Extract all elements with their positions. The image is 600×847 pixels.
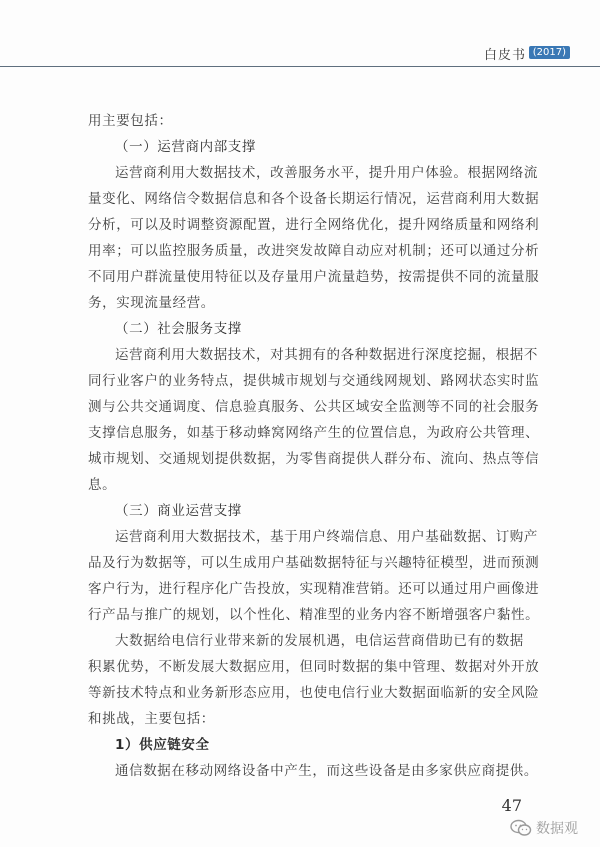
wechat-icon	[510, 819, 532, 837]
text-line: 不同用户群流量使用特征以及存量用户流量趋势，按需提供不同的流量服	[88, 269, 540, 285]
text-line: 息。	[88, 477, 117, 493]
year-badge: (2017)	[529, 46, 570, 59]
text-line: 测与公共交通调度、信息验真服务、公共区域安全监测等不同的社会服务	[88, 399, 540, 415]
text-line: 运营商利用大数据技术，改善服务水平，提升用户体验。根据网络流	[115, 165, 538, 181]
document-header-title: 白皮书	[483, 48, 526, 63]
page-number: 47	[501, 796, 522, 815]
text-line: 务，实现流量经营。	[88, 295, 215, 311]
text-line: 客户行为，进行程序化广告投放，实现精准营销。还可以通过用户画像进	[88, 581, 540, 597]
text-line: 同行业客户的业务特点，提供城市规划与交通线网规划、路网状态实时监	[88, 373, 540, 389]
text-line: 运营商利用大数据技术，基于用户终端信息、用户基础数据、订购产	[115, 529, 538, 545]
section-heading: （三）商业运营支撑	[115, 503, 242, 519]
text-line: 分析，可以及时调整资源配置，进行全网络优化，提升网络质量和网络利	[88, 217, 540, 233]
text-line: 用率；可以监控服务质量，改进突发故障自动应对机制；还可以通过分析	[88, 243, 540, 259]
text-line: 积累优势，不断发展大数据应用，但同时数据的集中管理、数据对外开放	[88, 659, 540, 675]
text-line: 行产品与推广的规划，以个性化、精准型的业务内容不断增强客户黏性。	[88, 607, 540, 623]
text-line: 品及行为数据等，可以生成用户基础数据特征与兴趣特征模型，进而预测	[88, 555, 540, 571]
text-line: 量变化、网络信令数据信息和各个设备长期运行情况，运营商利用大数据	[88, 191, 540, 207]
text-line: 大数据给电信行业带来新的发展机遇，电信运营商借助已有的数据	[115, 633, 524, 649]
subsection-heading: 1）供应链安全	[115, 737, 210, 753]
text-line: 运营商利用大数据技术，对其拥有的各种数据进行深度挖掘，根据不	[115, 347, 538, 363]
text-line: 支撑信息服务，如基于移动蜂窝网络产生的位置信息，为政府公共管理、	[88, 425, 540, 441]
watermark	[510, 818, 578, 838]
document-body	[88, 108, 538, 784]
text-line: 通信数据在移动网络设备中产生，而这些设备是由多家供应商提供。	[115, 763, 538, 779]
text-line: 等新技术特点和业务新形态应用，也使电信行业大数据面临新的安全风险	[88, 685, 540, 701]
text-line: 城市规划、交通规划提供数据，为零售商提供人群分布、流向、热点等信	[88, 451, 540, 467]
watermark-text: 数据观	[536, 821, 578, 837]
section-heading: （一）运营商内部支撑	[115, 139, 256, 155]
section-heading: （二）社会服务支撑	[115, 321, 242, 337]
text-line: 和挑战，主要包括：	[88, 711, 215, 727]
text-line: 用主要包括：	[88, 113, 173, 129]
header-divider	[0, 66, 600, 67]
